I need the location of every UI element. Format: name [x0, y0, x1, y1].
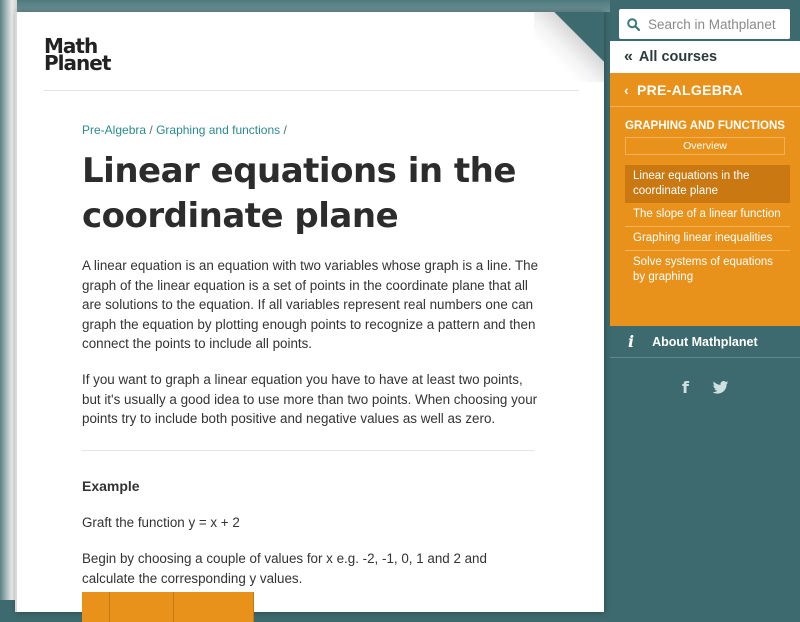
page-curl [534, 12, 604, 82]
search-box[interactable] [619, 9, 790, 39]
facebook-icon[interactable]: f [682, 378, 689, 397]
all-courses-label: All courses [638, 49, 718, 65]
values-table-header [82, 592, 254, 622]
table-header-cell [82, 592, 110, 622]
intro-paragraph: A linear equation is an equation with two variables whose graph is a line. The graph of the linear equation is a set of points in the coordinate plane that all are solutions to the equation. If all variables represent real numbers one can graph the equation by plotting enough points to recognize a pattern and then connect the points to include all points. [82, 258, 539, 352]
content-divider [82, 450, 534, 451]
about-mathplanet-link[interactable] [610, 326, 800, 358]
page-title: Linear equations in the coordinate plane [82, 151, 516, 236]
social-links [610, 378, 800, 398]
table-header-cell [110, 592, 174, 622]
sidebar [610, 0, 800, 600]
mathplanet-logo[interactable] [44, 34, 114, 75]
logo-line-1: Math [44, 34, 98, 58]
table-header-cell [174, 592, 254, 622]
example-heading: Example [82, 478, 140, 494]
double-chevron-left-icon: « [624, 48, 633, 65]
breadcrumb-graphing-and-functions[interactable]: Graphing and functions [156, 123, 281, 137]
search-icon[interactable] [627, 18, 640, 31]
page-top-shadow [0, 0, 610, 12]
example-function-text: Graft the function y = x + 2 [82, 515, 240, 530]
search-input[interactable] [646, 16, 785, 33]
nav-item-linear-equations[interactable]: Linear equations in the coordinate plane [625, 165, 790, 203]
course-pre-algebra-link[interactable] [610, 73, 800, 107]
example-instructions-text: Begin by choosing a couple of values for x e.g. -2, -1, 0, 1 and 2 and calculate the corresponding y values. [82, 551, 487, 586]
breadcrumb-separator: / [283, 123, 287, 137]
course-nav-panel [610, 73, 800, 326]
nav-item-linear-inequalities[interactable]: Graphing linear inequalities [625, 227, 790, 251]
course-label: PRE-ALGEBRA [636, 81, 743, 98]
overview-link[interactable]: Overview [625, 137, 785, 155]
nav-item-systems-of-equations[interactable]: Solve systems of equations by graphing [633, 256, 773, 283]
twitter-icon[interactable] [712, 381, 729, 394]
info-icon: i [628, 332, 635, 351]
logo-line-2: Planet [44, 51, 111, 75]
breadcrumb-pre-algebra[interactable]: Pre-Algebra [82, 123, 147, 137]
header-divider [44, 90, 579, 91]
nav-item-slope[interactable]: The slope of a linear function [625, 203, 790, 227]
breadcrumb [82, 123, 287, 137]
about-label: About Mathplanet [652, 334, 758, 349]
breadcrumb-separator: / [149, 123, 153, 137]
points-paragraph: If you want to graph a linear equation you have to have at least two points, but it's usually a good idea to use more than two points. When choosing your points try to include both positive and negative values as well as zero. [82, 372, 538, 427]
section-heading: GRAPHING AND FUNCTIONS [625, 120, 785, 132]
content-page [17, 12, 604, 612]
chevron-left-icon: ‹ [624, 81, 629, 98]
all-courses-link[interactable] [610, 41, 800, 73]
page-stack-edge [0, 0, 17, 600]
